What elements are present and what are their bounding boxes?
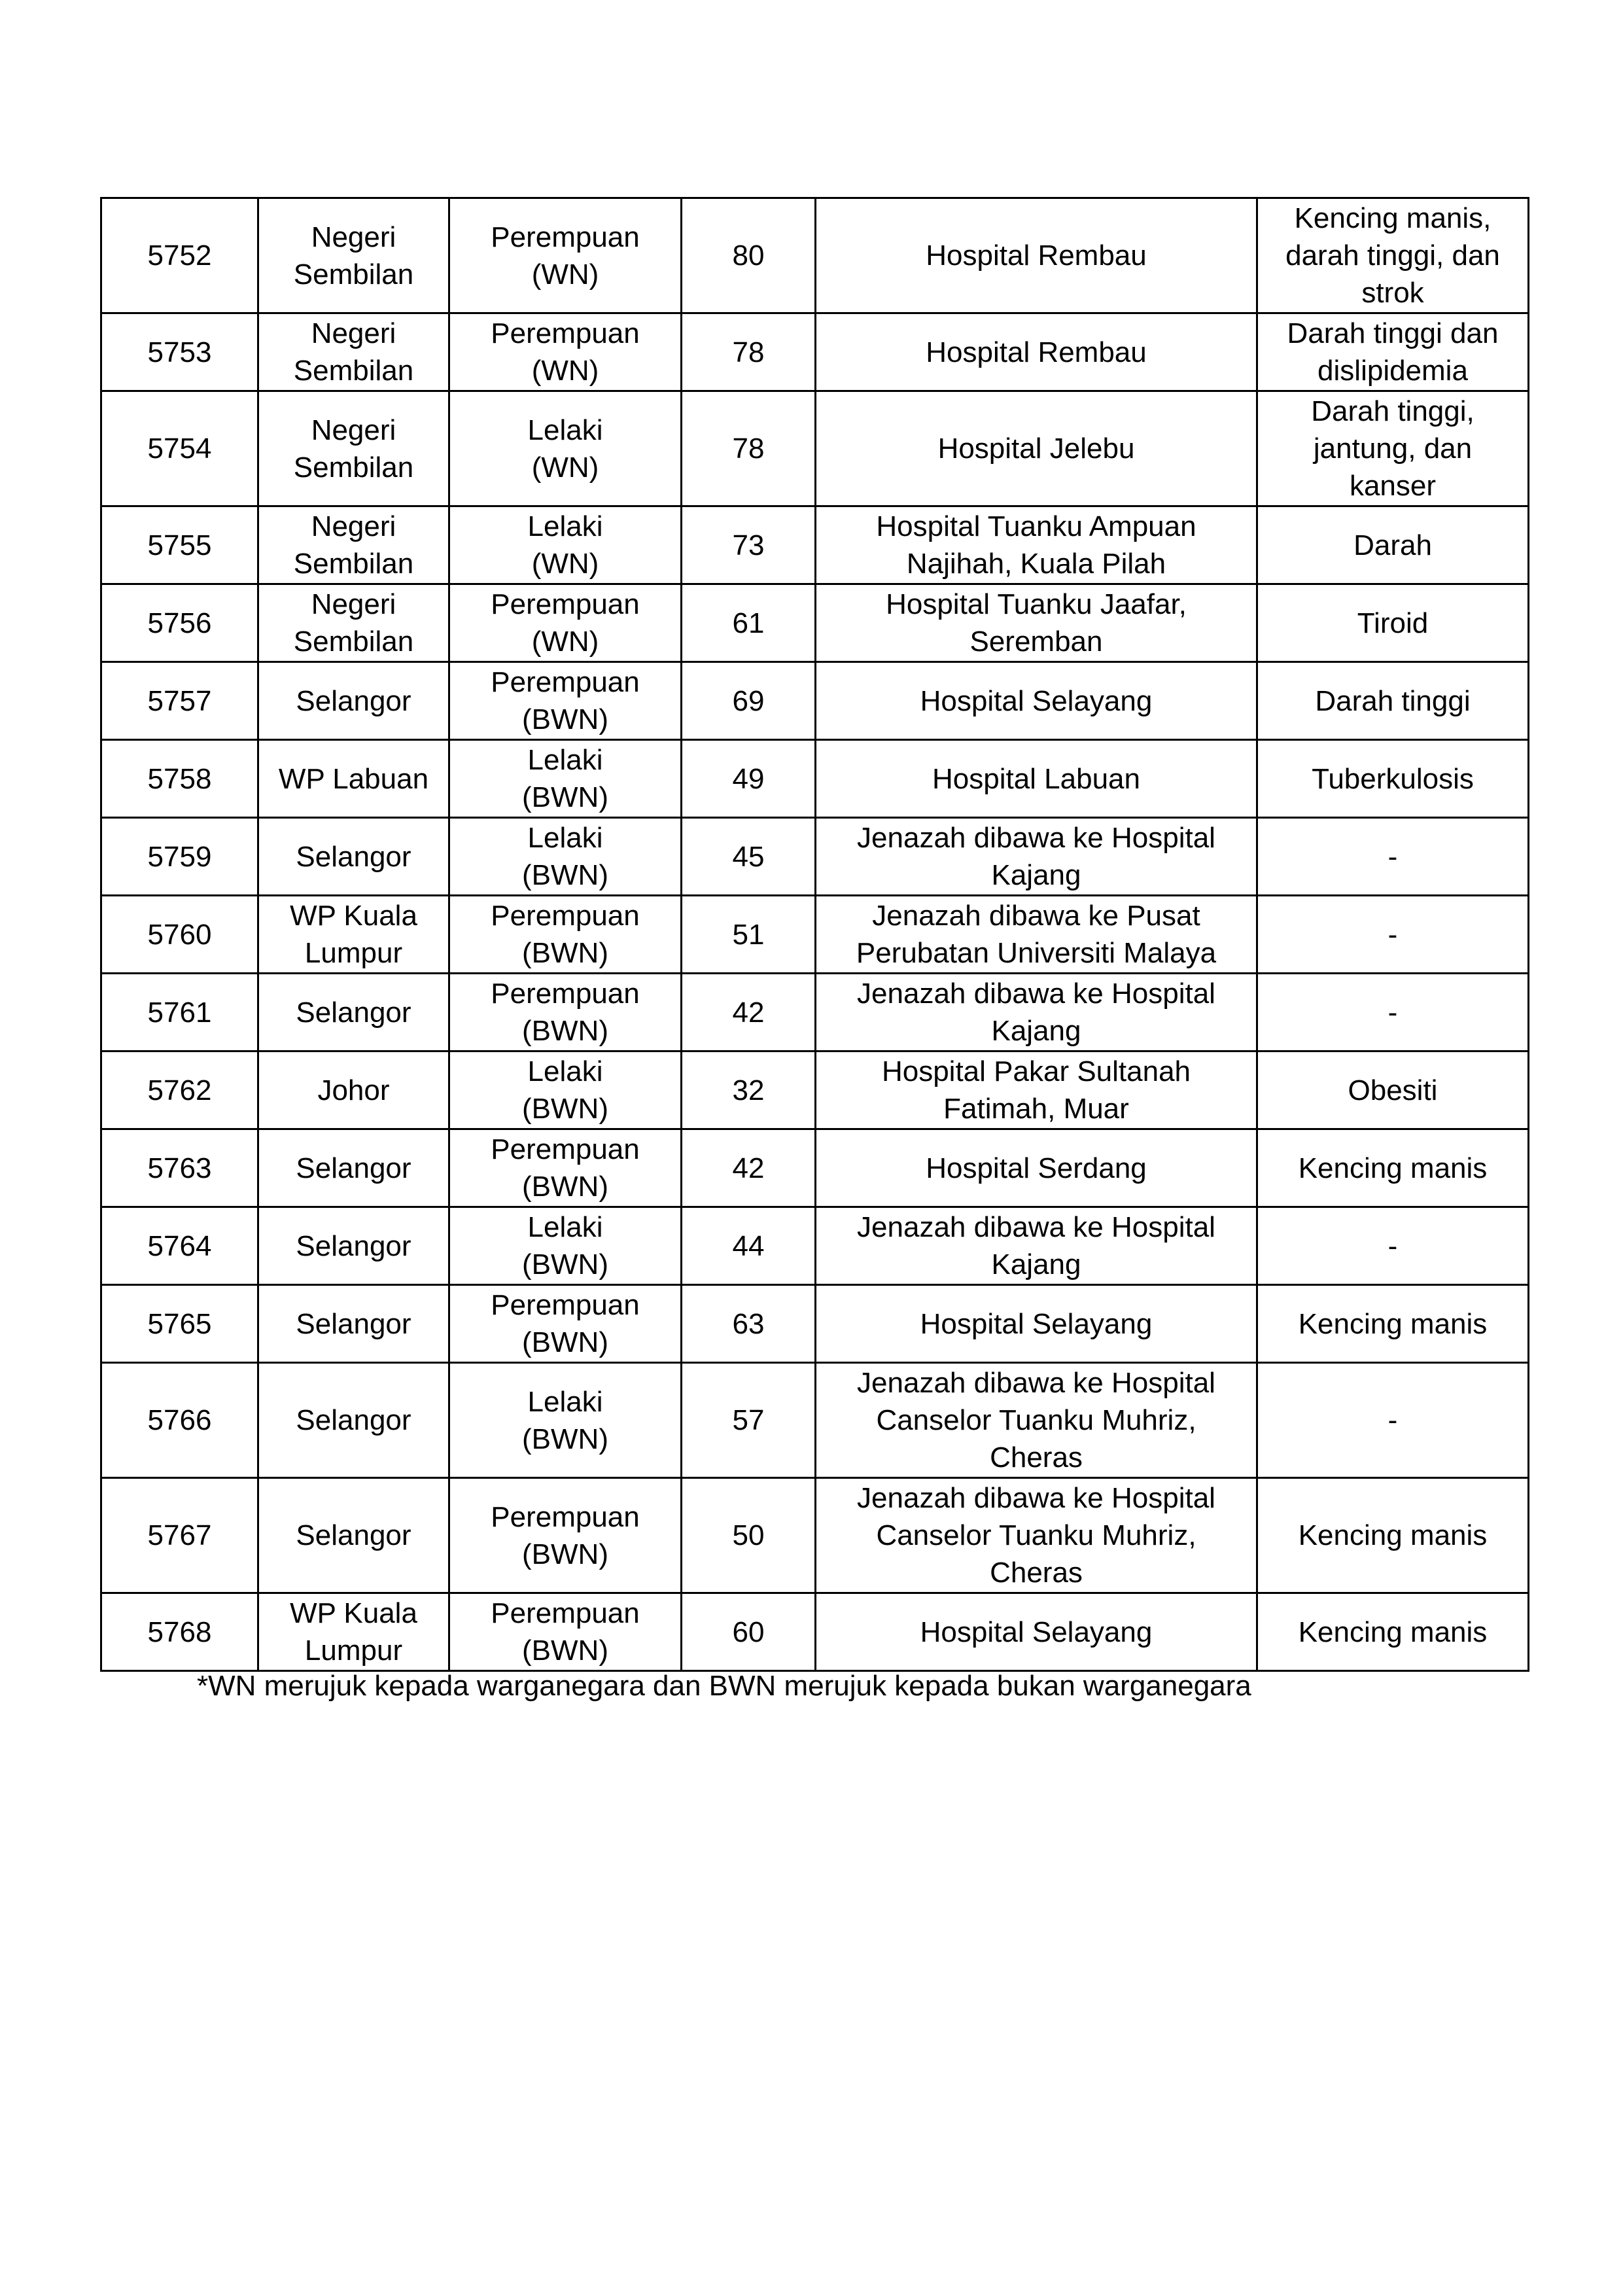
comorbidity-cell: -	[1257, 1363, 1529, 1478]
table-row	[101, 1363, 1529, 1478]
comorbidity-cell: Tuberkulosis	[1257, 740, 1529, 818]
state-cell: Johor	[258, 1051, 449, 1129]
case-number-cell: 5766	[101, 1363, 258, 1478]
state-cell: WP Kuala Lumpur	[258, 896, 449, 974]
comorbidity-cell: Obesiti	[1257, 1051, 1529, 1129]
state-cell: Selangor	[258, 1207, 449, 1285]
gender-cell: Perempuan (BWN)	[449, 1593, 682, 1671]
place-of-death-cell: Jenazah dibawa ke Hospital Canselor Tuanku Muhriz, Cheras	[816, 1363, 1257, 1478]
case-number-cell: 5765	[101, 1285, 258, 1363]
table-row	[101, 1207, 1529, 1285]
gender-cell: Lelaki (BWN)	[449, 740, 682, 818]
age-cell: 44	[682, 1207, 816, 1285]
gender-cell: Lelaki (WN)	[449, 391, 682, 506]
age-cell: 51	[682, 896, 816, 974]
age-cell: 45	[682, 818, 816, 896]
table-row	[101, 391, 1529, 506]
age-cell: 80	[682, 198, 816, 313]
age-cell: 78	[682, 391, 816, 506]
comorbidity-cell: Darah	[1257, 506, 1529, 584]
age-cell: 42	[682, 974, 816, 1051]
gender-cell: Lelaki (WN)	[449, 506, 682, 584]
table-row	[101, 662, 1529, 740]
table-row	[101, 896, 1529, 974]
case-number-cell: 5764	[101, 1207, 258, 1285]
comorbidity-cell: -	[1257, 1207, 1529, 1285]
comorbidity-cell: Kencing manis	[1257, 1593, 1529, 1671]
place-of-death-cell: Jenazah dibawa ke Hospital Kajang	[816, 818, 1257, 896]
place-of-death-cell: Hospital Serdang	[816, 1129, 1257, 1207]
table-row	[101, 584, 1529, 662]
comorbidity-cell: -	[1257, 896, 1529, 974]
state-cell: Negeri Sembilan	[258, 506, 449, 584]
table-row	[101, 1593, 1529, 1671]
state-cell: Negeri Sembilan	[258, 584, 449, 662]
place-of-death-cell: Hospital Labuan	[816, 740, 1257, 818]
age-cell: 42	[682, 1129, 816, 1207]
comorbidity-cell: Darah tinggi	[1257, 662, 1529, 740]
gender-cell: Perempuan (BWN)	[449, 662, 682, 740]
state-cell: Negeri Sembilan	[258, 313, 449, 391]
table-row	[101, 740, 1529, 818]
case-number-cell: 5761	[101, 974, 258, 1051]
state-cell: Selangor	[258, 662, 449, 740]
gender-cell: Perempuan (WN)	[449, 313, 682, 391]
age-cell: 60	[682, 1593, 816, 1671]
place-of-death-cell: Hospital Pakar Sultanah Fatimah, Muar	[816, 1051, 1257, 1129]
table-row	[101, 1051, 1529, 1129]
gender-cell: Perempuan (BWN)	[449, 1129, 682, 1207]
state-cell: Selangor	[258, 818, 449, 896]
table-row	[101, 1285, 1529, 1363]
state-cell: WP Kuala Lumpur	[258, 1593, 449, 1671]
case-number-cell: 5757	[101, 662, 258, 740]
case-number-cell: 5762	[101, 1051, 258, 1129]
age-cell: 61	[682, 584, 816, 662]
comorbidity-cell: Darah tinggi, jantung, dan kanser	[1257, 391, 1529, 506]
case-number-cell: 5758	[101, 740, 258, 818]
age-cell: 49	[682, 740, 816, 818]
gender-cell: Perempuan (WN)	[449, 198, 682, 313]
place-of-death-cell: Hospital Selayang	[816, 1285, 1257, 1363]
place-of-death-cell: Hospital Selayang	[816, 662, 1257, 740]
gender-cell: Lelaki (BWN)	[449, 1051, 682, 1129]
place-of-death-cell: Hospital Tuanku Ampuan Najihah, Kuala Pilah	[816, 506, 1257, 584]
gender-cell: Perempuan (BWN)	[449, 1478, 682, 1593]
place-of-death-cell: Jenazah dibawa ke Hospital Canselor Tuanku Muhriz, Cheras	[816, 1478, 1257, 1593]
gender-cell: Lelaki (BWN)	[449, 1207, 682, 1285]
case-number-cell: 5763	[101, 1129, 258, 1207]
case-number-cell: 5754	[101, 391, 258, 506]
table-row	[101, 818, 1529, 896]
state-cell: Selangor	[258, 1129, 449, 1207]
table-row	[101, 1478, 1529, 1593]
age-cell: 50	[682, 1478, 816, 1593]
place-of-death-cell: Jenazah dibawa ke Hospital Kajang	[816, 974, 1257, 1051]
comorbidity-cell: Kencing manis, darah tinggi, dan strok	[1257, 198, 1529, 313]
death-case-table	[100, 197, 1529, 1672]
age-cell: 32	[682, 1051, 816, 1129]
state-cell: Selangor	[258, 1363, 449, 1478]
gender-cell: Perempuan (BWN)	[449, 1285, 682, 1363]
place-of-death-cell: Jenazah dibawa ke Hospital Kajang	[816, 1207, 1257, 1285]
state-cell: Negeri Sembilan	[258, 391, 449, 506]
case-number-cell: 5759	[101, 818, 258, 896]
table-row	[101, 198, 1529, 313]
age-cell: 57	[682, 1363, 816, 1478]
gender-cell: Perempuan (BWN)	[449, 974, 682, 1051]
place-of-death-cell: Hospital Selayang	[816, 1593, 1257, 1671]
gender-cell: Lelaki (BWN)	[449, 1363, 682, 1478]
state-cell: WP Labuan	[258, 740, 449, 818]
place-of-death-cell: Hospital Jelebu	[816, 391, 1257, 506]
gender-cell: Lelaki (BWN)	[449, 818, 682, 896]
age-cell: 73	[682, 506, 816, 584]
comorbidity-cell: Tiroid	[1257, 584, 1529, 662]
table-row	[101, 1129, 1529, 1207]
state-cell: Negeri Sembilan	[258, 198, 449, 313]
state-cell: Selangor	[258, 1285, 449, 1363]
comorbidity-cell: -	[1257, 974, 1529, 1051]
case-number-cell: 5755	[101, 506, 258, 584]
place-of-death-cell: Hospital Tuanku Jaafar, Seremban	[816, 584, 1257, 662]
case-number-cell: 5760	[101, 896, 258, 974]
table-row	[101, 313, 1529, 391]
comorbidity-cell: Darah tinggi dan dislipidemia	[1257, 313, 1529, 391]
state-cell: Selangor	[258, 1478, 449, 1593]
gender-cell: Perempuan (WN)	[449, 584, 682, 662]
case-number-cell: 5756	[101, 584, 258, 662]
place-of-death-cell: Jenazah dibawa ke Pusat Perubatan Universiti Malaya	[816, 896, 1257, 974]
comorbidity-cell: Kencing manis	[1257, 1285, 1529, 1363]
case-number-cell: 5752	[101, 198, 258, 313]
gender-cell: Perempuan (BWN)	[449, 896, 682, 974]
case-number-cell: 5753	[101, 313, 258, 391]
case-number-cell: 5767	[101, 1478, 258, 1593]
footnote: *WN merujuk kepada warganegara dan BWN merujuk kepada bukan warganegara	[197, 1670, 1251, 1702]
table-body	[101, 198, 1529, 1671]
age-cell: 78	[682, 313, 816, 391]
place-of-death-cell: Hospital Rembau	[816, 198, 1257, 313]
comorbidity-cell: Kencing manis	[1257, 1478, 1529, 1593]
age-cell: 63	[682, 1285, 816, 1363]
table-row	[101, 974, 1529, 1051]
place-of-death-cell: Hospital Rembau	[816, 313, 1257, 391]
comorbidity-cell: Kencing manis	[1257, 1129, 1529, 1207]
comorbidity-cell: -	[1257, 818, 1529, 896]
case-number-cell: 5768	[101, 1593, 258, 1671]
state-cell: Selangor	[258, 974, 449, 1051]
table-row	[101, 506, 1529, 584]
age-cell: 69	[682, 662, 816, 740]
